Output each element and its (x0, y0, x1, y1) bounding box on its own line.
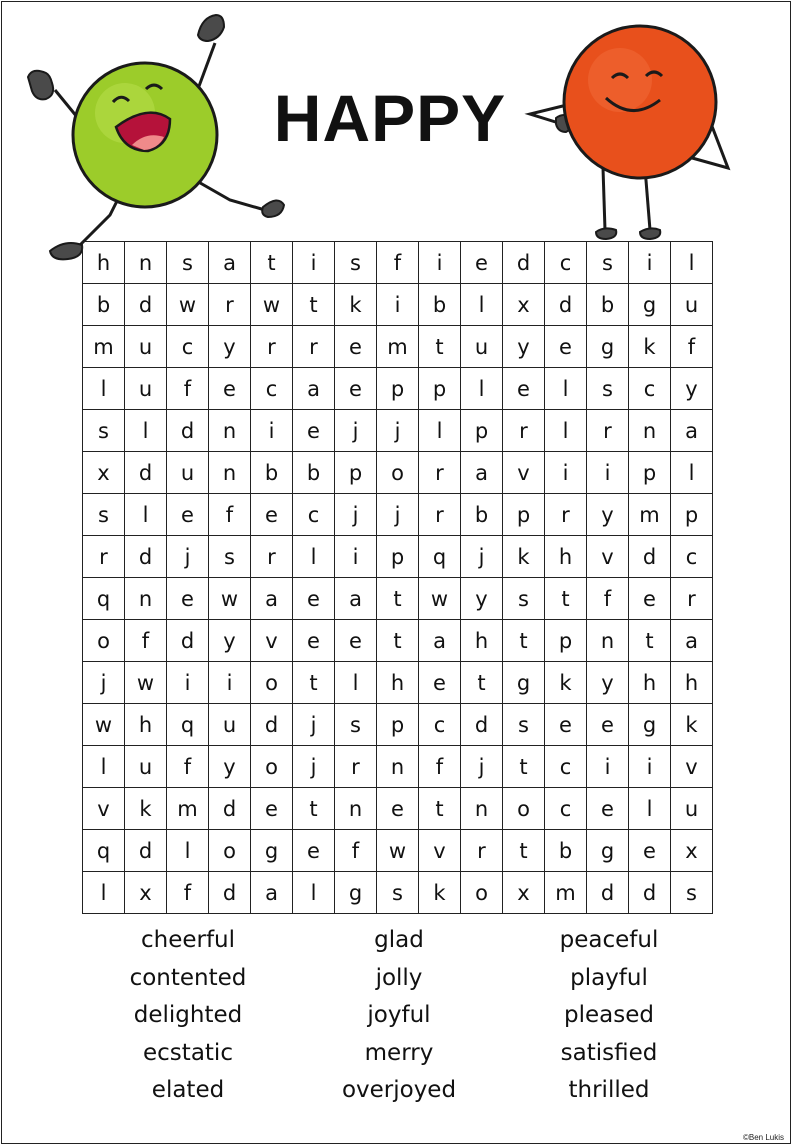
grid-cell[interactable]: l (545, 368, 587, 410)
grid-cell[interactable]: d (125, 452, 167, 494)
grid-cell[interactable]: u (125, 326, 167, 368)
grid-cell[interactable]: i (419, 242, 461, 284)
grid-cell[interactable]: c (671, 536, 713, 578)
word-item: ecstatic (143, 1039, 233, 1066)
word-item: contented (129, 964, 247, 991)
word-item: glad (374, 927, 424, 953)
grid-cell[interactable]: e (503, 368, 545, 410)
grid-cell[interactable]: r (209, 284, 251, 326)
grid-cell[interactable]: k (419, 872, 461, 914)
word-search-grid (82, 241, 713, 914)
grid-cell[interactable]: o (209, 830, 251, 872)
grid-cell[interactable]: d (461, 704, 503, 746)
grid-cell[interactable]: h (545, 536, 587, 578)
grid-cell[interactable]: h (377, 662, 419, 704)
grid-cell[interactable]: j (83, 662, 125, 704)
grid-cell[interactable]: p (377, 536, 419, 578)
grid-cell[interactable]: f (167, 368, 209, 410)
grid-cell[interactable]: s (335, 242, 377, 284)
grid-cell[interactable]: e (629, 578, 671, 620)
grid-cell[interactable]: s (503, 704, 545, 746)
grid-cell[interactable]: l (125, 410, 167, 452)
grid-cell[interactable]: h (461, 620, 503, 662)
grid-cell[interactable]: v (587, 536, 629, 578)
grid-cell[interactable]: b (83, 284, 125, 326)
grid-cell[interactable]: y (587, 494, 629, 536)
grid-cell[interactable]: a (419, 620, 461, 662)
grid-cell[interactable]: j (293, 704, 335, 746)
grid-cell[interactable]: i (587, 746, 629, 788)
grid-cell[interactable]: e (629, 830, 671, 872)
grid-cell[interactable]: i (167, 662, 209, 704)
grid-cell[interactable]: v (251, 620, 293, 662)
grid-cell[interactable]: c (545, 242, 587, 284)
grid-cell[interactable]: w (419, 578, 461, 620)
grid-cell[interactable]: i (293, 242, 335, 284)
grid-cell[interactable]: q (419, 536, 461, 578)
grid-cell[interactable]: x (671, 830, 713, 872)
grid-cell[interactable]: s (587, 242, 629, 284)
grid-cell[interactable]: d (209, 872, 251, 914)
grid-cell[interactable]: h (629, 662, 671, 704)
grid-cell[interactable]: f (377, 242, 419, 284)
grid-cell[interactable]: l (461, 368, 503, 410)
grid-cell[interactable]: g (587, 326, 629, 368)
grid-cell[interactable]: g (503, 662, 545, 704)
grid-cell[interactable]: d (125, 536, 167, 578)
copyright-credit: ©Ben Lukis (742, 1133, 784, 1142)
grid-cell[interactable]: f (167, 746, 209, 788)
grid-cell[interactable]: r (545, 494, 587, 536)
grid-cell[interactable]: d (629, 536, 671, 578)
word-item: satisfied (560, 1039, 658, 1066)
grid-cell[interactable]: j (377, 494, 419, 536)
grid-cell[interactable]: l (461, 284, 503, 326)
grid-cell[interactable]: n (461, 788, 503, 830)
grid-cell[interactable]: e (587, 788, 629, 830)
grid-cell[interactable]: y (209, 326, 251, 368)
grid-cell[interactable]: g (629, 284, 671, 326)
grid-cell[interactable]: t (377, 578, 419, 620)
grid-cell[interactable]: m (545, 872, 587, 914)
grid-cell[interactable]: x (125, 872, 167, 914)
grid-cell[interactable]: c (251, 368, 293, 410)
grid-cell[interactable]: d (167, 620, 209, 662)
grid-cell[interactable]: k (335, 284, 377, 326)
grid-cell[interactable]: c (293, 494, 335, 536)
grid-cell[interactable]: l (83, 746, 125, 788)
grid-cell[interactable]: f (167, 872, 209, 914)
grid-cell[interactable]: t (461, 662, 503, 704)
grid-cell[interactable]: b (587, 284, 629, 326)
grid-cell[interactable]: y (461, 578, 503, 620)
grid-cell[interactable]: t (503, 746, 545, 788)
grid-cell[interactable]: d (587, 872, 629, 914)
grid-cell[interactable]: d (629, 872, 671, 914)
grid-cell[interactable]: r (293, 326, 335, 368)
word-item: overjoyed (341, 1077, 457, 1103)
grid-cell[interactable]: l (629, 788, 671, 830)
word-item: playful (570, 964, 648, 991)
grid-cell[interactable]: e (335, 368, 377, 410)
grid-cell[interactable]: s (377, 872, 419, 914)
grid-cell[interactable]: e (293, 830, 335, 872)
grid-cell[interactable]: p (377, 704, 419, 746)
grid-cell[interactable]: n (125, 578, 167, 620)
grid-cell[interactable]: u (671, 788, 713, 830)
grid-cell[interactable]: a (671, 410, 713, 452)
page-title: HAPPY (273, 81, 507, 155)
grid-cell[interactable]: x (503, 284, 545, 326)
grid-cell[interactable]: i (629, 242, 671, 284)
grid-cell[interactable]: e (419, 662, 461, 704)
word-column (504, 922, 714, 1110)
grid-cell[interactable]: g (335, 872, 377, 914)
grid-cell[interactable]: w (251, 284, 293, 326)
grid-cell[interactable]: t (251, 242, 293, 284)
grid-cell[interactable]: a (293, 368, 335, 410)
grid-cell[interactable]: u (209, 704, 251, 746)
grid-cell[interactable]: i (377, 284, 419, 326)
grid-cell[interactable]: a (461, 452, 503, 494)
grid-cell[interactable]: i (209, 662, 251, 704)
grid-cell[interactable]: r (461, 830, 503, 872)
grid-cell[interactable]: s (83, 410, 125, 452)
word-item: peaceful (559, 927, 659, 953)
grid-cell[interactable]: a (671, 620, 713, 662)
grid-cell[interactable]: r (83, 536, 125, 578)
grid-cell[interactable]: r (251, 536, 293, 578)
grid-cell[interactable]: i (335, 536, 377, 578)
grid-cell[interactable]: y (209, 620, 251, 662)
grid-cell[interactable]: b (293, 452, 335, 494)
grid-cell[interactable]: a (209, 242, 251, 284)
grid-cell[interactable]: s (335, 704, 377, 746)
grid-cell[interactable]: f (209, 494, 251, 536)
grid-cell[interactable]: j (167, 536, 209, 578)
grid-cell[interactable]: t (503, 620, 545, 662)
grid-cell[interactable]: h (125, 704, 167, 746)
grid-cell[interactable]: o (251, 662, 293, 704)
grid-cell[interactable]: u (125, 746, 167, 788)
grid-cell[interactable]: a (251, 872, 293, 914)
word-item: pleased (564, 1002, 654, 1028)
grid-cell[interactable]: p (629, 452, 671, 494)
grid-cell[interactable]: f (335, 830, 377, 872)
grid-cell[interactable]: v (83, 788, 125, 830)
grid-cell[interactable]: c (629, 368, 671, 410)
grid-cell[interactable]: l (335, 662, 377, 704)
grid-cell[interactable]: t (503, 830, 545, 872)
grid-cell[interactable]: p (377, 368, 419, 410)
grid-cell[interactable]: j (293, 746, 335, 788)
grid-cell[interactable]: w (377, 830, 419, 872)
grid-cell[interactable]: e (293, 620, 335, 662)
word-item: elated (151, 1077, 225, 1103)
grid-cell[interactable]: y (503, 326, 545, 368)
grid-cell[interactable]: r (419, 452, 461, 494)
grid-cell[interactable]: o (251, 746, 293, 788)
grid-cell[interactable]: c (419, 704, 461, 746)
grid-cell[interactable]: k (503, 536, 545, 578)
grid-cell[interactable]: r (587, 410, 629, 452)
grid-cell[interactable]: t (377, 620, 419, 662)
grid-cell[interactable]: v (671, 746, 713, 788)
word-item: joyful (367, 1002, 431, 1028)
grid-cell[interactable]: v (419, 830, 461, 872)
grid-cell[interactable]: l (671, 242, 713, 284)
word-item: merry (364, 1039, 434, 1066)
grid-cell[interactable]: e (167, 494, 209, 536)
grid-cell[interactable]: l (671, 452, 713, 494)
grid-cell[interactable]: e (251, 494, 293, 536)
grid-cell[interactable]: l (83, 368, 125, 410)
grid-cell[interactable]: n (629, 410, 671, 452)
grid-cell[interactable]: k (629, 326, 671, 368)
grid-cell[interactable]: n (209, 452, 251, 494)
grid-cell[interactable]: d (209, 788, 251, 830)
grid-cell[interactable]: l (293, 872, 335, 914)
grid-cell[interactable]: f (125, 620, 167, 662)
orange-ball-character-illustration (520, 18, 760, 248)
grid-cell[interactable]: u (167, 452, 209, 494)
grid-cell[interactable]: e (293, 578, 335, 620)
grid-cell[interactable]: o (461, 872, 503, 914)
grid-cell[interactable]: w (209, 578, 251, 620)
grid-cell[interactable]: n (209, 410, 251, 452)
grid-cell[interactable]: v (503, 452, 545, 494)
grid-cell[interactable]: h (83, 242, 125, 284)
grid-cell[interactable]: n (335, 788, 377, 830)
grid-cell[interactable]: s (209, 536, 251, 578)
grid-cell[interactable]: p (335, 452, 377, 494)
word-item: delighted (133, 1002, 243, 1028)
grid-cell[interactable]: s (503, 578, 545, 620)
grid-cell[interactable]: t (419, 326, 461, 368)
grid-cell[interactable]: m (83, 326, 125, 368)
grid-cell[interactable]: o (377, 452, 419, 494)
grid-cell[interactable]: y (587, 662, 629, 704)
grid-cell[interactable]: e (293, 410, 335, 452)
grid-cell[interactable]: r (503, 410, 545, 452)
grid-cell[interactable]: u (125, 368, 167, 410)
grid-cell[interactable]: y (209, 746, 251, 788)
grid-cell[interactable]: r (671, 578, 713, 620)
grid-cell[interactable]: q (83, 578, 125, 620)
grid-cell[interactable]: k (545, 662, 587, 704)
grid-cell[interactable]: y (671, 368, 713, 410)
grid-cell[interactable]: e (545, 326, 587, 368)
grid-cell[interactable]: a (335, 578, 377, 620)
grid-cell[interactable]: p (545, 620, 587, 662)
grid-cell[interactable]: i (629, 746, 671, 788)
grid-cell[interactable]: b (419, 284, 461, 326)
grid-cell[interactable]: p (461, 410, 503, 452)
grid-cell[interactable]: q (83, 830, 125, 872)
grid-cell[interactable]: t (293, 284, 335, 326)
grid-cell[interactable]: d (167, 410, 209, 452)
word-item: cheerful (140, 927, 236, 953)
grid-cell[interactable]: j (461, 536, 503, 578)
grid-cell[interactable]: u (461, 326, 503, 368)
grid-cell[interactable]: l (419, 410, 461, 452)
grid-cell[interactable]: d (251, 704, 293, 746)
grid-cell[interactable]: g (251, 830, 293, 872)
grid-cell[interactable]: d (125, 830, 167, 872)
grid-cell[interactable]: j (461, 746, 503, 788)
grid-cell[interactable]: n (377, 746, 419, 788)
grid-cell[interactable]: x (503, 872, 545, 914)
word-column (82, 922, 294, 1110)
grid-cell[interactable]: g (587, 830, 629, 872)
grid-cell[interactable]: a (251, 578, 293, 620)
grid-cell[interactable]: e (209, 368, 251, 410)
grid-cell[interactable]: n (125, 242, 167, 284)
grid-cell[interactable]: d (503, 242, 545, 284)
grid-cell[interactable]: m (377, 326, 419, 368)
grid-cell[interactable]: o (503, 788, 545, 830)
grid-cell[interactable]: k (671, 704, 713, 746)
grid-cell[interactable]: l (83, 872, 125, 914)
grid-cell[interactable]: b (461, 494, 503, 536)
grid-cell[interactable]: i (587, 452, 629, 494)
grid-cell[interactable]: t (419, 788, 461, 830)
grid-cell[interactable]: x (83, 452, 125, 494)
grid-cell[interactable]: s (671, 872, 713, 914)
word-item: thrilled (568, 1077, 650, 1103)
grid-cell[interactable]: e (167, 578, 209, 620)
grid-cell[interactable]: t (545, 578, 587, 620)
grid-cell[interactable]: e (377, 788, 419, 830)
grid-cell[interactable]: d (125, 284, 167, 326)
grid-cell[interactable]: t (293, 788, 335, 830)
grid-cell[interactable]: i (545, 452, 587, 494)
grid-cell[interactable]: l (293, 536, 335, 578)
grid-cell[interactable]: j (335, 410, 377, 452)
grid-cell[interactable]: l (125, 494, 167, 536)
grid-cell[interactable]: r (419, 494, 461, 536)
grid-cell[interactable]: c (167, 326, 209, 368)
grid-cell[interactable]: b (545, 830, 587, 872)
grid-cell[interactable]: f (671, 326, 713, 368)
grid-cell[interactable]: e (461, 242, 503, 284)
grid-cell[interactable]: l (167, 830, 209, 872)
grid-cell[interactable]: q (167, 704, 209, 746)
grid-cell[interactable]: e (335, 326, 377, 368)
grid-cell[interactable]: j (335, 494, 377, 536)
grid-cell[interactable]: w (83, 704, 125, 746)
grid-cell[interactable]: j (377, 410, 419, 452)
grid-cell[interactable]: s (83, 494, 125, 536)
word-list (82, 922, 714, 1110)
grid-cell[interactable]: t (293, 662, 335, 704)
grid-cell[interactable]: e (335, 620, 377, 662)
grid-cell[interactable]: l (545, 410, 587, 452)
grid-cell[interactable]: d (545, 284, 587, 326)
grid-cell[interactable]: m (629, 494, 671, 536)
grid-cell[interactable]: e (251, 788, 293, 830)
grid-cell[interactable]: i (251, 410, 293, 452)
grid-cell[interactable]: p (503, 494, 545, 536)
grid-cell[interactable]: s (167, 242, 209, 284)
grid-cell[interactable]: p (419, 368, 461, 410)
word-item: jolly (375, 964, 423, 991)
grid-cell[interactable]: m (167, 788, 209, 830)
grid-cell[interactable]: f (419, 746, 461, 788)
grid-cell[interactable]: s (587, 368, 629, 410)
grid-cell[interactable]: n (587, 620, 629, 662)
grid-cell[interactable]: b (251, 452, 293, 494)
grid-cell[interactable]: p (671, 494, 713, 536)
grid-cell[interactable]: w (125, 662, 167, 704)
grid-cell[interactable]: g (629, 704, 671, 746)
grid-cell[interactable]: r (335, 746, 377, 788)
grid-cell[interactable]: u (671, 284, 713, 326)
grid-cell[interactable]: e (545, 704, 587, 746)
grid-cell[interactable]: w (167, 284, 209, 326)
grid-cell[interactable]: c (545, 788, 587, 830)
grid-cell[interactable]: f (587, 578, 629, 620)
grid-cell[interactable]: k (125, 788, 167, 830)
grid-cell[interactable]: o (83, 620, 125, 662)
grid-cell[interactable]: e (587, 704, 629, 746)
grid-cell[interactable]: r (251, 326, 293, 368)
grid-cell[interactable]: c (545, 746, 587, 788)
grid-cell[interactable]: h (671, 662, 713, 704)
grid-cell[interactable]: t (629, 620, 671, 662)
word-column (294, 922, 504, 1110)
